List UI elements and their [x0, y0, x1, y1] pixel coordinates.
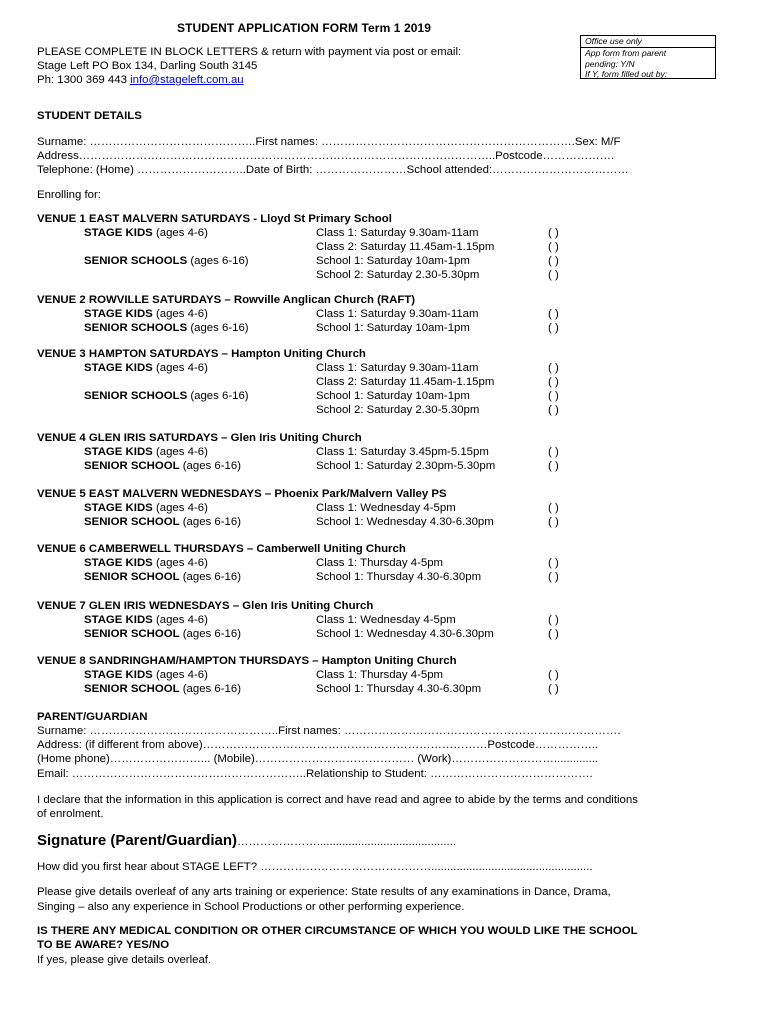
- signature-field[interactable]: [37, 832, 456, 849]
- medical-question: TO BE AWARE? YES/NO: [37, 939, 170, 951]
- program-ages: (ages 6-16): [179, 460, 241, 472]
- program-group-label: [84, 308, 208, 320]
- phone-number: Ph: 1300 369 443: [37, 74, 131, 86]
- class-select-checkbox[interactable]: ( ): [548, 683, 559, 695]
- parent-email-relationship-field[interactable]: Email: ……………………………………………………..Relationship to Student: …………………………………….: [37, 768, 593, 780]
- program-name: SENIOR SCHOOLS: [84, 255, 188, 267]
- student-details-heading: STUDENT DETAILS: [37, 110, 142, 122]
- program-ages: (ages 4-6): [152, 308, 208, 320]
- program-name: SENIOR SCHOOL: [84, 571, 180, 583]
- parent-guardian-heading: PARENT/GUARDIAN: [37, 711, 148, 723]
- class-select-checkbox[interactable]: ( ): [548, 614, 559, 626]
- class-select-checkbox[interactable]: ( ): [548, 557, 559, 569]
- class-session-label: Class 1: Thursday 4-5pm: [316, 669, 444, 681]
- office-use-line: pending: Y/N: [585, 58, 635, 69]
- student-name-field[interactable]: Surname: ……………………………………..First names: ………………………………………………………….Sex: M/F: [37, 136, 621, 148]
- program-ages: (ages 4-6): [152, 502, 208, 514]
- office-use-line: App form from parent: [585, 48, 667, 58]
- program-ages: (ages 4-6): [152, 557, 208, 569]
- venue-title: VENUE 3 HAMPTON SATURDAYS – Hampton Uniting Church: [37, 348, 366, 360]
- program-name: STAGE KIDS: [84, 502, 153, 514]
- student-address-field[interactable]: Address………………………………………………………………………………………………..Postcode……………….: [37, 150, 615, 162]
- instruction-text: PLEASE COMPLETE IN BLOCK LETTERS & return with payment via post or email:: [37, 46, 462, 58]
- class-select-checkbox[interactable]: ( ): [548, 404, 559, 416]
- class-select-checkbox[interactable]: ( ): [548, 362, 559, 374]
- class-select-checkbox[interactable]: ( ): [548, 308, 559, 320]
- class-select-checkbox[interactable]: ( ): [548, 460, 559, 472]
- student-phone-dob-school-field[interactable]: Telephone: (Home) ………………………..Date of Birth: ……………………School attended:………………………………: [37, 164, 629, 176]
- program-ages: (ages 6-16): [187, 255, 249, 267]
- program-ages: (ages 6-16): [179, 571, 241, 583]
- program-name: STAGE KIDS: [84, 446, 153, 458]
- declaration-text: of enrolment.: [37, 808, 104, 820]
- class-select-checkbox[interactable]: ( ): [548, 446, 559, 458]
- class-session-label: Class 1: Saturday 9.30am-11am: [316, 227, 479, 239]
- class-session-label: School 2: Saturday 2.30-5.30pm: [316, 269, 480, 281]
- email-link[interactable]: info@stageleft.com.au: [130, 74, 244, 86]
- hear-about-field[interactable]: How did you first hear about STAGE LEFT? ………………………………………...................................................: [37, 861, 593, 873]
- signature-line: …………………............................................: [237, 836, 457, 848]
- program-name: STAGE KIDS: [84, 614, 153, 626]
- venue-title: VENUE 8 SANDRINGHAM/HAMPTON THURSDAYS – Hampton Uniting Church: [37, 655, 457, 667]
- class-session-label: School 1: Wednesday 4.30-6.30pm: [316, 516, 494, 528]
- medical-question: IS THERE ANY MEDICAL CONDITION OR OTHER CIRCUMSTANCE OF WHICH YOU WOULD LIKE THE SCHOOL: [37, 925, 638, 937]
- office-use-title: Office use only: [581, 36, 715, 48]
- class-session-label: School 1: Saturday 10am-1pm: [316, 390, 470, 402]
- venue-title: VENUE 1 EAST MALVERN SATURDAYS - Lloyd St Primary School: [37, 213, 392, 225]
- program-group-label: [84, 614, 208, 626]
- contact-line: [37, 74, 244, 86]
- class-session-label: School 1: Thursday 4.30-6.30pm: [316, 683, 482, 695]
- enrolling-for-label: Enrolling for:: [37, 189, 101, 201]
- program-name: SENIOR SCHOOLS: [84, 390, 188, 402]
- venue-title: VENUE 4 GLEN IRIS SATURDAYS – Glen Iris Uniting Church: [37, 432, 362, 444]
- details-instruction: Please give details overleaf of any arts training or experience: State results of any examinations in Dance, Drama,: [37, 886, 611, 898]
- class-select-checkbox[interactable]: ( ): [548, 376, 559, 388]
- program-ages: (ages 6-16): [187, 390, 249, 402]
- program-group-label: [84, 255, 249, 267]
- program-group-label: [84, 516, 241, 528]
- program-name: STAGE KIDS: [84, 557, 153, 569]
- program-ages: (ages 4-6): [152, 227, 208, 239]
- program-name: SENIOR SCHOOL: [84, 628, 180, 640]
- class-select-checkbox[interactable]: ( ): [548, 502, 559, 514]
- venue-title: VENUE 6 CAMBERWELL THURSDAYS – Camberwell Uniting Church: [37, 543, 406, 555]
- program-name: SENIOR SCHOOLS: [84, 322, 188, 334]
- program-group-label: [84, 683, 241, 695]
- program-group-label: [84, 628, 241, 640]
- class-select-checkbox[interactable]: ( ): [548, 516, 559, 528]
- class-select-checkbox[interactable]: ( ): [548, 390, 559, 402]
- program-group-label: [84, 460, 241, 472]
- venue-title: VENUE 5 EAST MALVERN WEDNESDAYS – Phoenix Park/Malvern Valley PS: [37, 488, 447, 500]
- class-session-label: Class 1: Wednesday 4-5pm: [316, 614, 456, 626]
- program-name: SENIOR SCHOOL: [84, 516, 180, 528]
- class-select-checkbox[interactable]: ( ): [548, 571, 559, 583]
- class-session-label: Class 1: Saturday 9.30am-11am: [316, 362, 479, 374]
- declaration-text: I declare that the information in this application is correct and have read and agree to abide by the terms and conditions: [37, 794, 638, 806]
- form-title: STUDENT APPLICATION FORM Term 1 2019: [177, 21, 432, 35]
- program-group-label: [84, 390, 249, 402]
- program-ages: (ages 6-16): [179, 628, 241, 640]
- class-session-label: School 2: Saturday 2.30-5.30pm: [316, 404, 480, 416]
- parent-address-field[interactable]: Address: (if different from above)…………………………………………………………………Postcode……………..: [37, 739, 599, 751]
- program-group-label: [84, 362, 208, 374]
- class-session-label: Class 1: Saturday 9.30am-11am: [316, 308, 479, 320]
- venue-title: VENUE 2 ROWVILLE SATURDAYS – Rowville Anglican Church (RAFT): [37, 294, 416, 306]
- postal-address: Stage Left PO Box 134, Darling South 3145: [37, 60, 258, 72]
- parent-phone-field[interactable]: (Home phone)……………………... (Mobile)…………………………………… (Work)………………………..............: [37, 753, 599, 765]
- class-session-label: Class 1: Wednesday 4-5pm: [316, 502, 456, 514]
- class-select-checkbox[interactable]: ( ): [548, 227, 559, 239]
- class-session-label: School 1: Thursday 4.30-6.30pm: [316, 571, 482, 583]
- class-select-checkbox[interactable]: ( ): [548, 322, 559, 334]
- class-session-label: School 1: Saturday 10am-1pm: [316, 322, 470, 334]
- medical-note: If yes, please give details overleaf.: [37, 954, 212, 966]
- program-ages: (ages 6-16): [179, 516, 241, 528]
- class-session-label: Class 1: Thursday 4-5pm: [316, 557, 444, 569]
- class-session-label: School 1: Wednesday 4.30-6.30pm: [316, 628, 494, 640]
- parent-name-field[interactable]: Surname: …………………………………………..First names: ……………………………………………………………….: [37, 725, 621, 737]
- office-use-box: [580, 35, 716, 79]
- program-ages: (ages 4-6): [152, 446, 208, 458]
- class-session-label: School 1: Saturday 2.30pm-5.30pm: [316, 460, 496, 472]
- program-group-label: [84, 322, 249, 334]
- program-ages: (ages 4-6): [152, 614, 208, 626]
- class-select-checkbox[interactable]: ( ): [548, 269, 559, 281]
- program-ages: (ages 4-6): [152, 669, 208, 681]
- class-select-checkbox[interactable]: ( ): [548, 628, 559, 640]
- class-select-checkbox[interactable]: ( ): [548, 255, 559, 267]
- program-ages: (ages 6-16): [179, 683, 241, 695]
- program-name: STAGE KIDS: [84, 308, 153, 320]
- program-group-label: [84, 557, 208, 569]
- class-select-checkbox[interactable]: ( ): [548, 669, 559, 681]
- class-select-checkbox[interactable]: ( ): [548, 241, 559, 253]
- program-group-label: [84, 571, 241, 583]
- details-instruction: Singing – also any experience in School Productions or other performing experience.: [37, 901, 465, 913]
- program-ages: (ages 6-16): [187, 322, 249, 334]
- program-name: SENIOR SCHOOL: [84, 683, 180, 695]
- class-session-label: Class 2: Saturday 11.45am-1.15pm: [316, 376, 495, 388]
- office-use-line: If Y, form filled out by:: [585, 69, 668, 79]
- venue-title: VENUE 7 GLEN IRIS WEDNESDAYS – Glen Iris Uniting Church: [37, 600, 374, 612]
- program-group-label: [84, 446, 208, 458]
- program-group-label: [84, 227, 208, 239]
- program-name: STAGE KIDS: [84, 227, 153, 239]
- class-session-label: Class 1: Saturday 3.45pm-5.15pm: [316, 446, 489, 458]
- program-name: SENIOR SCHOOL: [84, 460, 180, 472]
- class-session-label: Class 2: Saturday 11.45am-1.15pm: [316, 241, 495, 253]
- program-name: STAGE KIDS: [84, 362, 153, 374]
- signature-label: Signature (Parent/Guardian): [37, 832, 238, 849]
- program-name: STAGE KIDS: [84, 669, 153, 681]
- class-session-label: School 1: Saturday 10am-1pm: [316, 255, 470, 267]
- program-ages: (ages 4-6): [152, 362, 208, 374]
- program-group-label: [84, 669, 208, 681]
- program-group-label: [84, 502, 208, 514]
